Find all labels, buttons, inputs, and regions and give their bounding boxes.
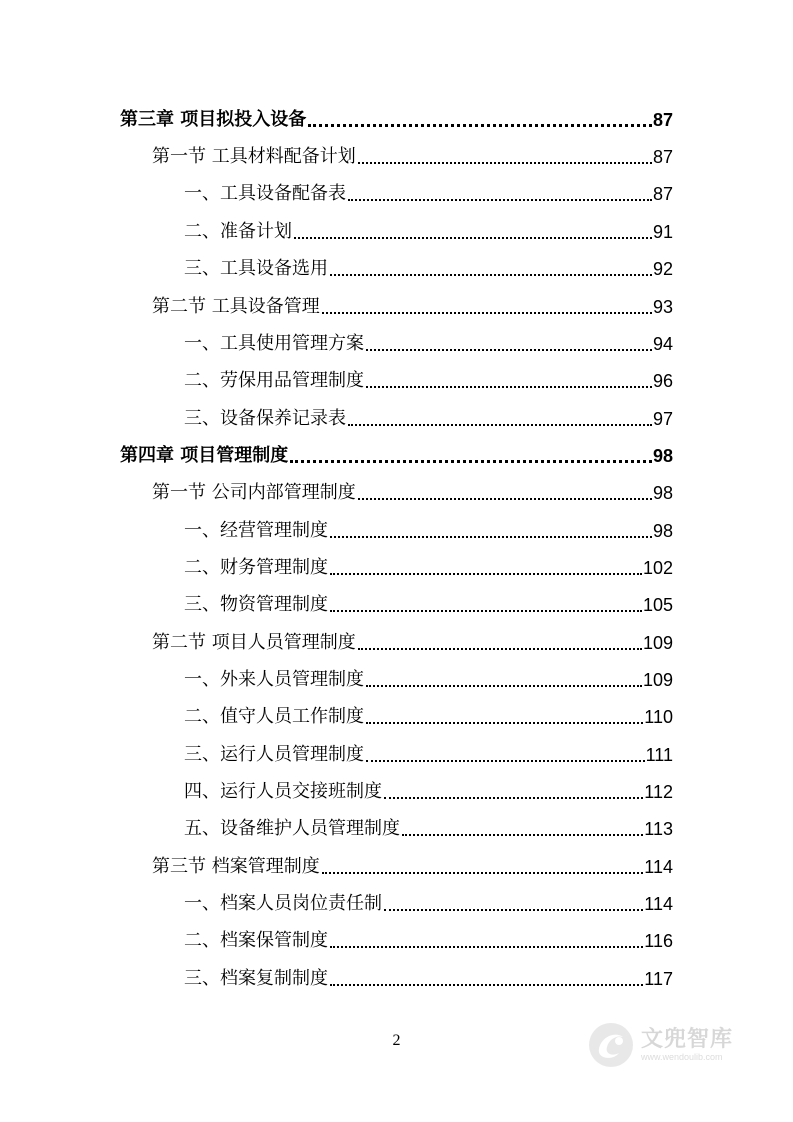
- toc-entry-subsection[interactable]: [184, 329, 673, 359]
- toc-entry-title: 一、档案人员岗位责任制: [184, 893, 382, 914]
- toc-entry-page: 116: [644, 931, 673, 951]
- toc-entry-page: 102: [642, 558, 673, 578]
- toc-entry-page: 114: [644, 857, 673, 877]
- toc-entry-subsection[interactable]: [184, 590, 673, 620]
- toc-entry-title: 一、经营管理制度: [184, 520, 328, 541]
- toc-dot-leader: [402, 834, 643, 836]
- toc-entry-title: 三、设备保养记录表: [184, 408, 346, 429]
- toc-entry-subsection[interactable]: [184, 516, 673, 546]
- toc-dot-leader: [366, 685, 642, 687]
- toc-entry-subsection[interactable]: [184, 404, 673, 434]
- toc-dot-leader: [308, 124, 652, 127]
- toc-entry-title: 三、档案复制制度: [184, 968, 328, 989]
- toc-entry-page: 97: [652, 409, 673, 429]
- toc-dot-leader: [366, 386, 652, 388]
- toc-dot-leader: [366, 722, 643, 724]
- watermark-url: www.wendoulib.com: [641, 1052, 723, 1062]
- toc-entry-section[interactable]: [152, 142, 673, 172]
- toc-entry-title: 二、准备计划: [184, 221, 292, 242]
- toc-entry-title: 二、劳保用品管理制度: [184, 370, 364, 391]
- toc-dot-leader: [384, 909, 643, 911]
- toc-entry-page: 87: [652, 147, 673, 167]
- toc-dot-leader: [322, 872, 644, 874]
- toc-entry-subsection[interactable]: [184, 740, 673, 770]
- toc-entry-title: 三、物资管理制度: [184, 594, 328, 615]
- toc-dot-leader: [322, 312, 652, 314]
- toc-entry-section[interactable]: [152, 478, 673, 508]
- toc-dot-leader: [294, 237, 652, 239]
- toc-entry-page: 117: [644, 969, 673, 989]
- toc-entry-title: 二、财务管理制度: [184, 557, 328, 578]
- toc-dot-leader: [366, 349, 652, 351]
- toc-dot-leader: [290, 460, 652, 463]
- toc-entry-subsection[interactable]: [184, 814, 673, 844]
- toc-entry-title: 一、外来人员管理制度: [184, 669, 364, 690]
- toc-dot-leader: [366, 760, 645, 762]
- toc-entry-title: 五、设备维护人员管理制度: [184, 818, 400, 839]
- toc-entry-title: 第一节 工具材料配备计划: [152, 146, 356, 167]
- toc-dot-leader: [348, 199, 652, 201]
- toc-entry-title: 第三节 档案管理制度: [152, 856, 320, 877]
- toc-entry-title: 第四章 项目管理制度: [120, 445, 289, 466]
- toc-entry-page: 92: [652, 259, 673, 279]
- toc-dot-leader: [330, 610, 642, 612]
- toc-dot-leader: [330, 274, 652, 276]
- toc-entry-page: 109: [642, 633, 673, 653]
- toc-entry-title: 第二节 工具设备管理: [152, 296, 320, 317]
- toc-entry-page: 112: [644, 782, 673, 802]
- toc-entry-chapter[interactable]: [120, 441, 673, 471]
- toc-entry-subsection[interactable]: [184, 964, 673, 994]
- toc-entry-subsection[interactable]: [184, 702, 673, 732]
- toc-entry-page: 94: [652, 334, 673, 354]
- toc-entry-title: 一、工具设备配备表: [184, 183, 346, 204]
- toc-entry-page: 93: [652, 297, 673, 317]
- toc-entry-page: 87: [652, 110, 673, 130]
- toc-entry-subsection[interactable]: [184, 217, 673, 247]
- toc-entry-page: 110: [644, 707, 673, 727]
- watermark-name: 文兜智库: [641, 1027, 734, 1052]
- toc-entry-title: 四、运行人员交接班制度: [184, 781, 382, 802]
- toc-entry-title: 第一节 公司内部管理制度: [152, 482, 356, 503]
- toc-entry-subsection[interactable]: [184, 553, 673, 583]
- toc-entry-section[interactable]: [152, 628, 673, 658]
- toc-dot-leader: [358, 648, 642, 650]
- toc-entry-subsection[interactable]: [184, 926, 673, 956]
- toc-entry-title: 第二节 项目人员管理制度: [152, 632, 356, 653]
- toc-entry-subsection[interactable]: [184, 889, 673, 919]
- toc-entry-page: 98: [652, 446, 673, 466]
- toc-entry-page: 98: [652, 483, 673, 503]
- toc-dot-leader: [384, 797, 643, 799]
- toc-entry-title: 二、值守人员工作制度: [184, 706, 364, 727]
- toc-entry-section[interactable]: [152, 292, 673, 322]
- toc-entry-page: 114: [644, 894, 673, 914]
- toc-entry-page: 87: [652, 184, 673, 204]
- page-number: 2: [392, 1032, 401, 1049]
- toc-dot-leader: [330, 536, 652, 538]
- toc-entry-page: 113: [644, 819, 673, 839]
- toc-entry-page: 91: [652, 222, 673, 242]
- wendou-logo-icon: [585, 1019, 637, 1071]
- toc-dot-leader: [358, 498, 652, 500]
- toc-entry-subsection[interactable]: [184, 254, 673, 284]
- toc-entry-subsection[interactable]: [184, 777, 673, 807]
- toc-entry-title: 三、运行人员管理制度: [184, 744, 364, 765]
- toc-entry-title: 三、工具设备选用: [184, 258, 328, 279]
- watermark: [585, 1015, 765, 1075]
- toc-entry-page: 96: [652, 371, 673, 391]
- toc-dot-leader: [330, 573, 642, 575]
- toc-entry-title: 一、工具使用管理方案: [184, 333, 364, 354]
- toc-entry-page: 98: [652, 521, 673, 541]
- toc-entry-subsection[interactable]: [184, 179, 673, 209]
- toc-dot-leader: [358, 162, 652, 164]
- toc-entry-chapter[interactable]: [120, 105, 673, 135]
- toc-dot-leader: [330, 984, 643, 986]
- toc-entry-title: 二、档案保管制度: [184, 930, 328, 951]
- toc-entry-section[interactable]: [152, 852, 673, 882]
- toc-dot-leader: [330, 946, 643, 948]
- toc-entry-subsection[interactable]: [184, 366, 673, 396]
- toc-entry-subsection[interactable]: [184, 665, 673, 695]
- toc-entry-page: 109: [642, 670, 673, 690]
- toc-dot-leader: [348, 424, 652, 426]
- toc-entry-page: 105: [642, 595, 673, 615]
- toc-entry-page: 111: [645, 745, 673, 765]
- toc-entry-title: 第三章 项目拟投入设备: [120, 109, 307, 130]
